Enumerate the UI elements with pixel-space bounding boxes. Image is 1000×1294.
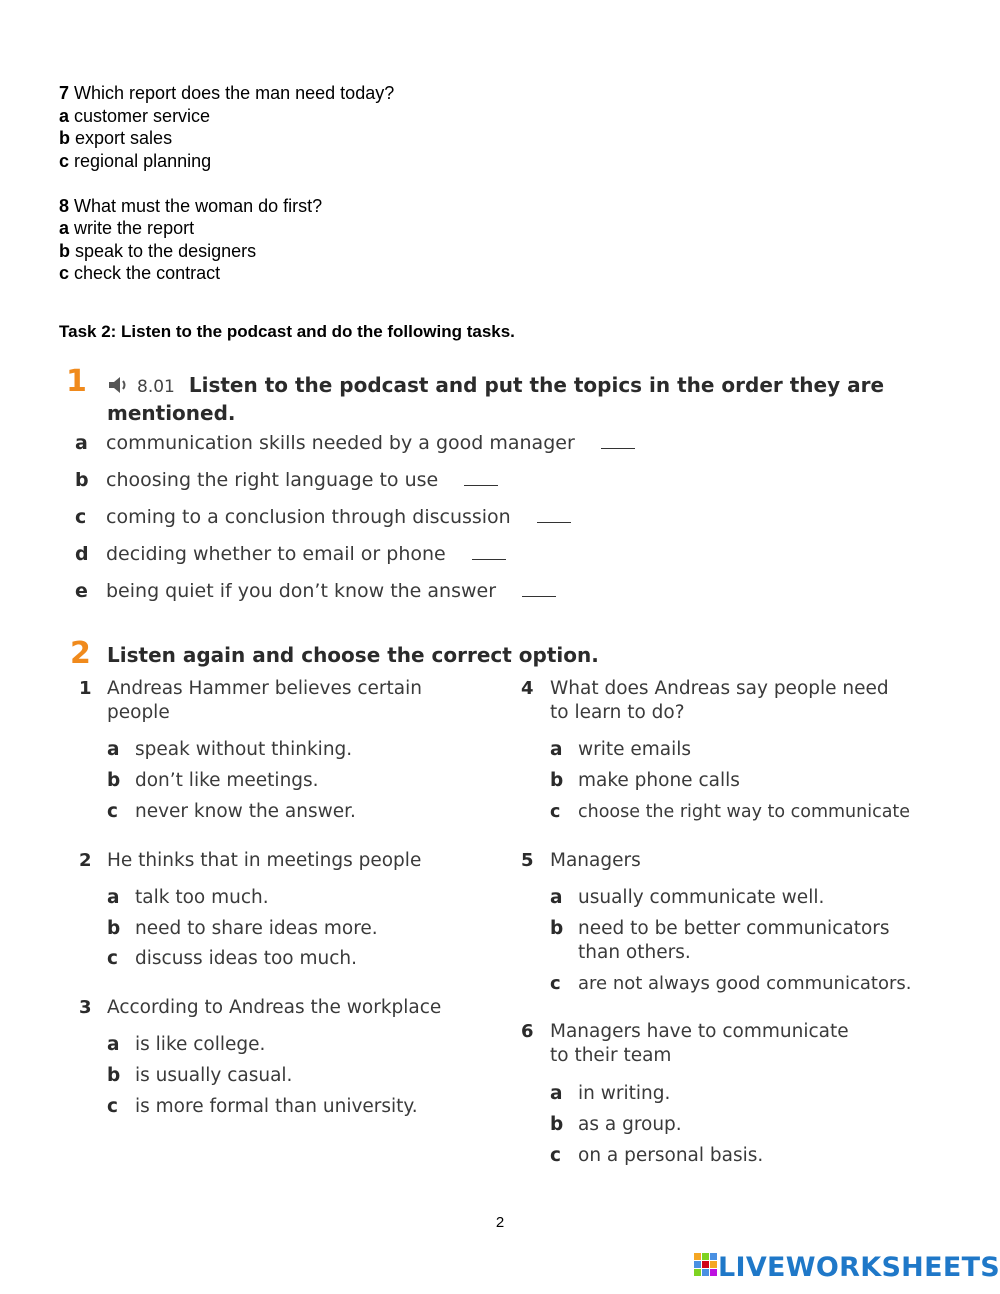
ex2-q5-number: 5 — [521, 850, 534, 871]
ex2-q4-option-c[interactable]: c choose the right way to communicate — [550, 802, 911, 822]
ex2-q1-option-a[interactable]: a speak without thinking. — [107, 739, 353, 760]
exercise2-number: 2 — [70, 636, 91, 671]
ex2-q2-option-c[interactable]: c discuss ideas too much. — [107, 948, 357, 969]
ex2-q3-option-a[interactable]: a is like college. — [107, 1034, 266, 1055]
topic-item: b choosing the right language to use — [75, 469, 498, 491]
topic-item: e being quiet if you don’t know the answer — [75, 580, 556, 602]
liveworksheets-logo-icon — [694, 1253, 718, 1282]
q7-option-c[interactable]: c regional planning — [59, 151, 212, 171]
ex2-q3-option-b[interactable]: b is usually casual. — [107, 1065, 293, 1086]
ex2-q6-option-c[interactable]: c on a personal basis. — [550, 1145, 764, 1166]
page-number: 2 — [495, 1214, 505, 1231]
ex2-q1-option-b[interactable]: b don’t like meetings. — [107, 770, 319, 791]
answer-blank[interactable] — [472, 547, 506, 560]
topic-item: c coming to a conclusion through discussion — [75, 506, 571, 528]
brand-name: LIVEWORKSHEETS — [718, 1252, 1000, 1283]
ex2-q6-number: 6 — [521, 1021, 534, 1042]
ex2-q3-text: According to Andreas the workplace — [107, 997, 442, 1018]
q7-question: 7 Which report does the man need today? — [59, 83, 395, 103]
topic-item: d deciding whether to email or phone — [75, 543, 506, 565]
answer-blank[interactable] — [464, 473, 498, 486]
ex2-q1-text: Andreas Hammer believes certain people — [107, 678, 422, 723]
ex2-q5-option-b[interactable]: b need to be better communicators than others. — [550, 918, 890, 963]
answer-blank[interactable] — [522, 584, 556, 597]
q7-option-b[interactable]: b export sales — [59, 128, 173, 148]
ex2-q4-number: 4 — [521, 678, 534, 699]
ex2-q1-number: 1 — [79, 678, 92, 699]
q8-option-b[interactable]: b speak to the designers — [59, 241, 257, 261]
q7-option-a[interactable]: a customer service — [59, 106, 211, 126]
ex2-q5-option-a[interactable]: a usually communicate well. — [550, 887, 825, 908]
answer-blank[interactable] — [537, 510, 571, 523]
q8-question: 8 What must the woman do first? — [59, 196, 323, 216]
ex2-q2-option-a[interactable]: a talk too much. — [107, 887, 269, 908]
ex2-q3-number: 3 — [79, 997, 92, 1018]
ex2-q2-number: 2 — [79, 850, 92, 871]
topic-item: a communication skills needed by a good manager — [75, 432, 635, 454]
ex2-q1-option-c[interactable]: c never know the answer. — [107, 801, 356, 822]
ex2-q6-option-a[interactable]: a in writing. — [550, 1083, 671, 1104]
ex2-q2-option-b[interactable]: b need to share ideas more. — [107, 918, 378, 939]
ex2-q4-text: What does Andreas say people need to learn to do? — [550, 678, 889, 723]
ex2-q5-text: Managers — [550, 850, 641, 871]
ex2-q5-option-c[interactable]: c are not always good communicators. — [550, 973, 912, 994]
ex2-q3-option-c[interactable]: c is more formal than university. — [107, 1096, 418, 1117]
liveworksheets-brand[interactable] — [694, 1252, 1000, 1283]
ex2-q6-option-b[interactable]: b as a group. — [550, 1114, 682, 1135]
q8-option-c[interactable]: c check the contract — [59, 263, 221, 283]
exercise2-title: Listen again and choose the correct option. — [107, 643, 599, 667]
ex2-q2-text: He thinks that in meetings people — [107, 850, 422, 871]
ex2-q4-option-b[interactable]: b make phone calls — [550, 770, 740, 791]
audio-speaker-icon[interactable] — [107, 375, 133, 401]
track-number: 8.01 — [137, 377, 175, 397]
q8-option-a[interactable]: a write the report — [59, 218, 195, 238]
ex2-q4-option-a[interactable]: a write emails — [550, 739, 692, 760]
task2-heading: Task 2: Listen to the podcast and do the following tasks. — [59, 322, 515, 341]
answer-blank[interactable] — [601, 436, 635, 449]
exercise1-title: 8.01 Listen to the podcast and put the topics in the order they are mentioned. — [107, 373, 885, 425]
ex2-q6-text: Managers have to communicate to their team — [550, 1021, 849, 1066]
exercise1-number: 1 — [66, 364, 87, 399]
